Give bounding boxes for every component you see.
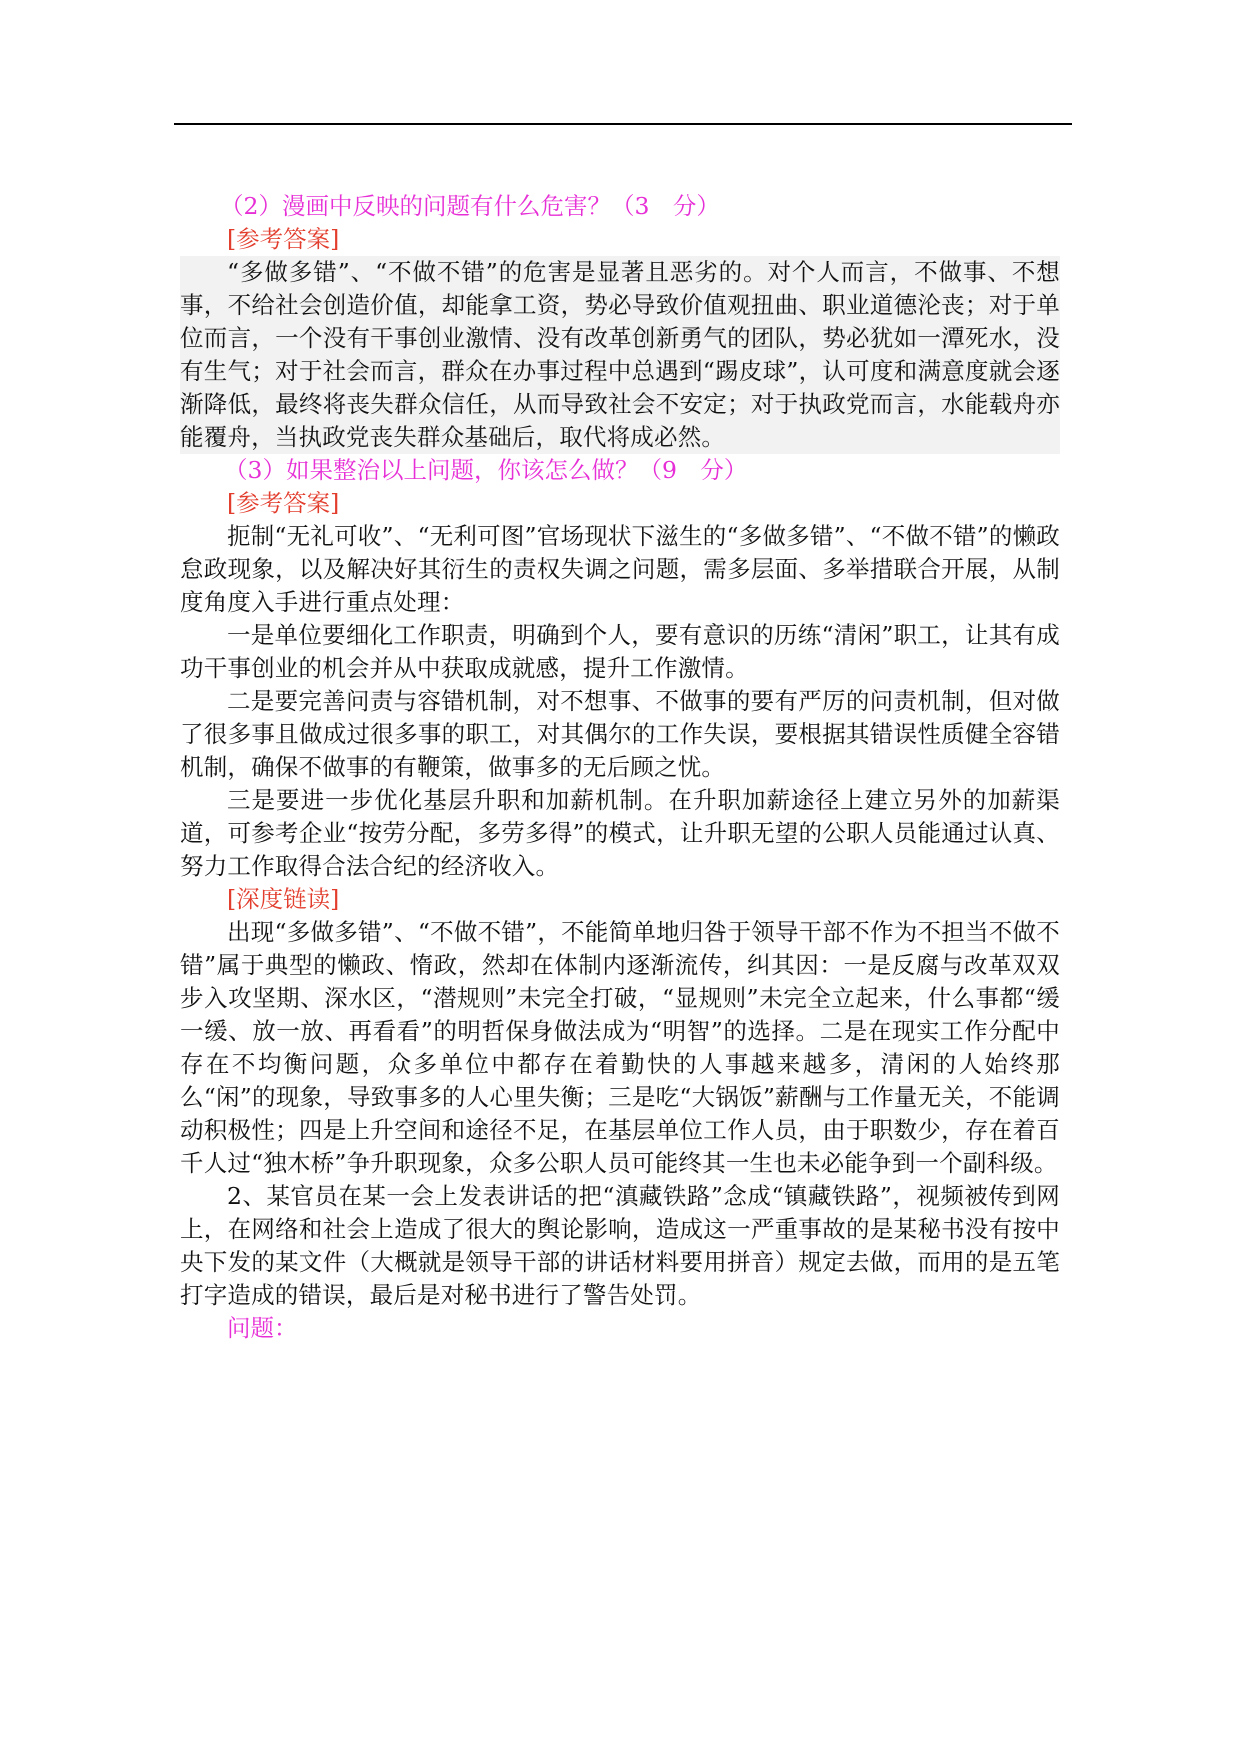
question-2-title: （2）漫画中反映的问题有什么危害？（3 分） (220, 192, 720, 220)
question-3-intro: 扼制“无礼可收”、“无利可图”官场现状下滋生的“多做多错”、“不做不错”的懒政怠政现象，以及解决好其衍生的责权失调之问题，需多层面、多举措联合开展，从制度角度入手进行重点处理： (180, 522, 1060, 616)
case-2-text: 2、某官员在某一会上发表讲话的把“滇藏铁路”念成“镇藏铁路”，视频被传到网上，在网络和社会上造成了很大的舆论影响，造成这一严重事故的是某秘书没有按中央下发的某文件（大概就是领导干部的讲话材料要用拼音）规定去做，而用的是五笔打字造成的错误，最后是对秘书进行了警告处罚。 (180, 1182, 1060, 1309)
question-3-answer-label: [参考答案] (227, 489, 340, 517)
case-2-question-label: 问题： (227, 1314, 298, 1342)
question-2-answer-label: [参考答案] (227, 225, 340, 253)
document-body (180, 190, 1060, 1345)
question-3-point-1: 一是单位要细化工作职责，明确到个人，要有意识的历练“清闲”职工，让其有成功干事创业的机会并从中获取成就感，提升工作激情。 (180, 621, 1060, 682)
deep-reading-label: [深度链读] (227, 885, 340, 913)
header-rule (174, 123, 1072, 125)
question-3-point-2: 二是要完善问责与容错机制，对不想事、不做事的要有严厉的问责机制，但对做了很多事且做成过很多事的职工，对其偶尔的工作失误，要根据其错误性质健全容错机制，确保不做事的有鞭策，做事多的无后顾之忧。 (180, 687, 1060, 781)
question-2-answer: “多做多错”、“不做不错”的危害是显著且恶劣的。对个人而言，不做事、不想事，不给社会创造价值，却能拿工资，势必导致价值观扭曲、职业道德沦丧；对于单位而言，一个没有干事创业激情、没有改革创新勇气的团队，势必犹如一潭死水，没有生气；对于社会而言，群众在办事过程中总遇到“踢皮球”，认可度和满意度就会逐渐降低，最终将丧失群众信任，从而导致社会不安定；对于执政党而言，水能载舟亦能覆舟，当执政党丧失群众基础后，取代将成必然。 (180, 256, 1060, 454)
question-3-point-3: 三是要进一步优化基层升职和加薪机制。在升职加薪途径上建立另外的加薪渠道，可参考企业“按劳分配，多劳多得”的模式，让升职无望的公职人员能通过认真、努力工作取得合法合纪的经济收入。 (180, 786, 1060, 880)
deep-reading-text: 出现“多做多错”、“不做不错”，不能简单地归咎于领导干部不作为不担当不做不错”属于典型的懒政、惰政，然却在体制内逐渐流传，纠其因：一是反腐与改革双双步入攻坚期、深水区，“潜规则”未完全打破，“显规则”未完全立起来，什么事都“缓一缓、放一放、再看看”的明哲保身做法成为“明智”的选择。二是在现实工作分配中存在不均衡问题，众多单位中都存在着勤快的人事越来越多，清闲的人始终那么“闲”的现象，导致事多的人心里失衡；三是吃“大锅饭”薪酬与工作量无关，不能调动积极性；四是上升空间和途径不足，在基层单位工作人员，由于职数少，存在着百千人过“独木桥”争升职现象，众多公职人员可能终其一生也未必能争到一个副科级。 (180, 918, 1060, 1177)
question-3-title: （3）如果整治以上问题，你该怎么做？（9 分） (224, 456, 748, 484)
